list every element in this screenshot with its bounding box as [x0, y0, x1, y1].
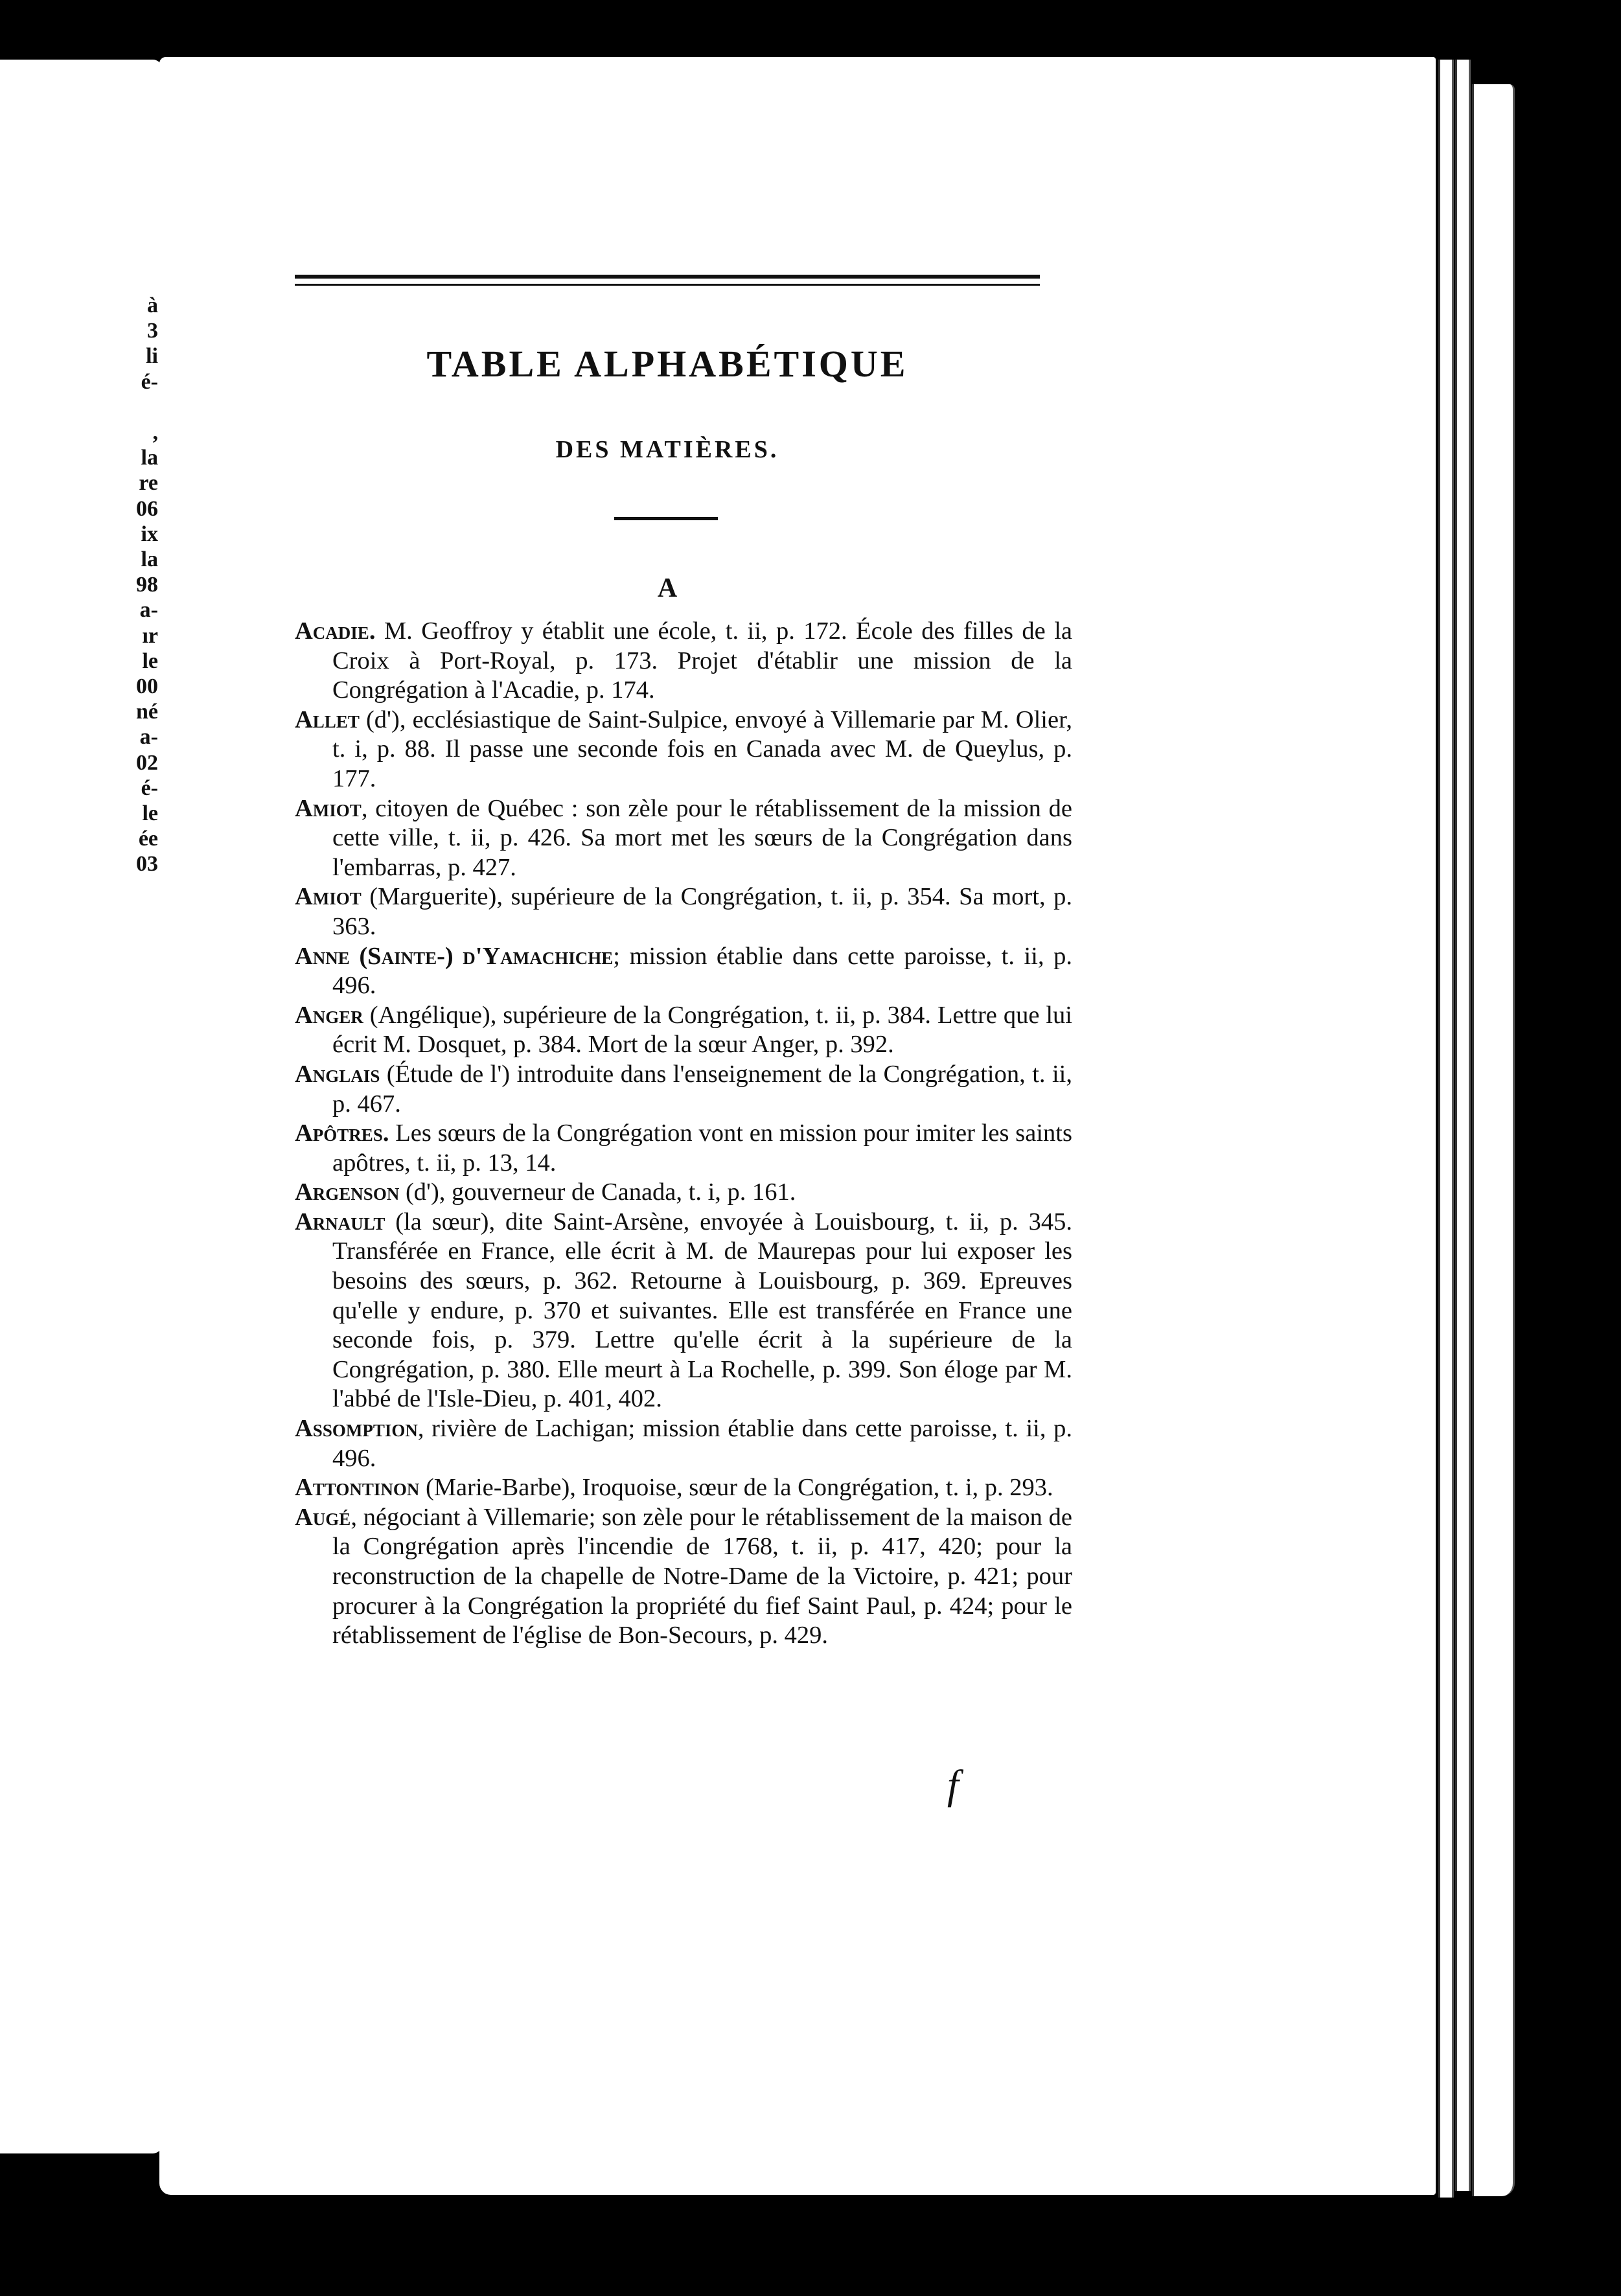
index-entry	[295, 942, 1072, 1001]
entry-headword: Augé	[295, 1503, 351, 1531]
index-entry	[295, 706, 1072, 794]
entry-headword: Amiot	[295, 794, 362, 822]
section-letter: A	[657, 573, 678, 603]
facing-page-fragment: li	[146, 344, 158, 369]
entry-headword: Amiot	[295, 883, 362, 911]
index-entry	[295, 1473, 1072, 1503]
facing-page-fragment: le	[142, 649, 158, 673]
facing-page-fragment: à	[147, 293, 158, 317]
facing-page-fragment: ix	[141, 522, 158, 546]
index-entry	[295, 1001, 1072, 1060]
title-divider	[614, 517, 718, 520]
entry-headword: Apôtres.	[295, 1119, 389, 1147]
entry-headword: Attontinon	[295, 1474, 420, 1502]
facing-page-fragment: la	[141, 547, 158, 572]
entry-headword: Anglais	[295, 1060, 380, 1088]
book-cover-edge	[1472, 84, 1515, 2196]
header-rule-thin	[295, 284, 1040, 286]
entry-text: (la sœur), dite Saint-Arsène, envoyée à Louisbourg, t. ii, p. 345. Transférée en France, elle écrit à M. de Maurepas pour lui exposer les besoins des sœurs, p. 362. Retourne à Louisbourg, p. 369. Epreuves qu'elle y endure, p. 370 et suivantes. Elle est transférée en France une seconde fois, p. 379. Lettre qu'elle écrit à la supérieure de la Congrégation, p. 380. Elle meurt à La Rochelle, p. 399. Son éloge par M. l'abbé de l'Isle-Dieu, p. 401, 402.	[332, 1208, 1072, 1413]
entry-text: (Marie-Barbe), Iroquoise, sœur de la Congrégation, t. i, p. 293.	[419, 1474, 1053, 1502]
index-entry	[295, 1119, 1072, 1178]
index-entry	[295, 617, 1072, 706]
entry-text: (d'), gouverneur de Canada, t. i, p. 161.	[399, 1178, 796, 1206]
entry-headword: Anger	[295, 1001, 363, 1029]
facing-page-fragment: né	[136, 700, 158, 724]
entry-text: (d'), ecclésiastique de Saint-Sulpice, envoyé à Villemarie par M. Olier, t. i, p. 88. Il passe une seconde fois en Canada avec M. de Queylus, p. 177.	[332, 706, 1072, 792]
entry-headword: Anne (Sainte-) d'Yamachiche	[295, 942, 614, 970]
index-entry	[295, 1060, 1072, 1119]
entry-headword: Allet	[295, 706, 360, 733]
facing-page-fragment: re	[139, 471, 158, 496]
facing-page-fragment: 00	[136, 674, 158, 699]
index-entry	[295, 794, 1072, 883]
entry-text: (Angélique), supérieure de la Congrégation, t. ii, p. 384. Lettre que lui écrit M. Dosquet, p. 384. Mort de la sœur Anger, p. 392.	[332, 1001, 1072, 1059]
facing-page-fragment: ır	[142, 623, 158, 648]
facing-page-fragment: le	[142, 801, 158, 826]
facing-page-fragment: 02	[136, 750, 158, 775]
entry-headword: Assomption	[295, 1415, 418, 1443]
index-entry	[295, 1208, 1072, 1414]
facing-page-fragment: 98	[136, 573, 158, 597]
entry-text: ; mission établie dans cette paroisse, t. ii, p. 496.	[332, 942, 1072, 1000]
handwritten-mark: f	[947, 1762, 959, 1808]
entry-headword: Acadie.	[295, 617, 376, 645]
entry-headword: Argenson	[295, 1178, 400, 1206]
entry-text: M. Geoffroy y établit une école, t. ii, p. 172. École des filles de la Croix à Port-Royal, p. 173. Projet d'établir une mission de la Congrégation à l'Acadie, p. 174.	[332, 617, 1072, 704]
facing-page	[0, 60, 162, 2153]
entry-text: (Étude de l') introduite dans l'enseignement de la Congrégation, t. ii, p. 467.	[332, 1060, 1072, 1118]
facing-page-text	[136, 293, 158, 877]
entry-text: , négociant à Villemarie; son zèle pour le rétablissement de la maison de la Congrégation après l'incendie de 1768, t. ii, p. 417, 420; pour la reconstruction de la chapelle de Notre-Dame de la Victoire, p. 421; pour procurer à la Congrégation la propriété du fief Saint Paul, p. 424; pour le rétablissement de l'église de Bon-Secours, p. 429.	[332, 1503, 1072, 1649]
facing-page-fragment	[136, 395, 158, 420]
facing-page-fragment: ée	[138, 827, 158, 851]
facing-page-fragment: é-	[141, 775, 158, 800]
index-entry	[295, 1178, 1072, 1208]
entry-text: Les sœurs de la Congrégation vont en mission pour imiter les saints apôtres, t. ii, p. 13, 14.	[332, 1119, 1072, 1177]
page-subtitle: DES MATIÈRES.	[555, 436, 779, 463]
facing-page-fragment: 03	[136, 852, 158, 877]
page-edge	[1438, 60, 1454, 2198]
facing-page-fragment: la	[141, 446, 158, 470]
index-entry	[295, 1503, 1072, 1651]
entry-headword: Arnault	[295, 1208, 385, 1235]
facing-page-fragment: 06	[136, 496, 158, 521]
index-entry	[295, 1414, 1072, 1473]
entry-text: (Marguerite), supérieure de la Congrégation, t. ii, p. 354. Sa mort, p. 363.	[332, 883, 1072, 940]
index-entries	[295, 617, 1072, 1651]
header-rule-thick	[295, 275, 1040, 279]
page-title: TABLE ALPHABÉTIQUE	[426, 343, 908, 385]
facing-page-fragment: a-	[139, 598, 158, 623]
page-edge	[1455, 60, 1471, 2191]
facing-page-fragment: é-	[141, 369, 158, 394]
index-entry	[295, 882, 1072, 941]
facing-page-fragment: 3	[147, 319, 158, 343]
entry-text: , rivière de Lachigan; mission établie dans cette paroisse, t. ii, p. 496.	[332, 1415, 1072, 1472]
facing-page-fragment: a-	[139, 725, 158, 750]
facing-page-fragment: ,	[152, 420, 158, 445]
entry-text: , citoyen de Québec : son zèle pour le rétablissement de la mission de cette ville, t. ii, p. 426. Sa mort met les sœurs de la Congrégation dans l'embarras, p. 427.	[332, 794, 1072, 881]
